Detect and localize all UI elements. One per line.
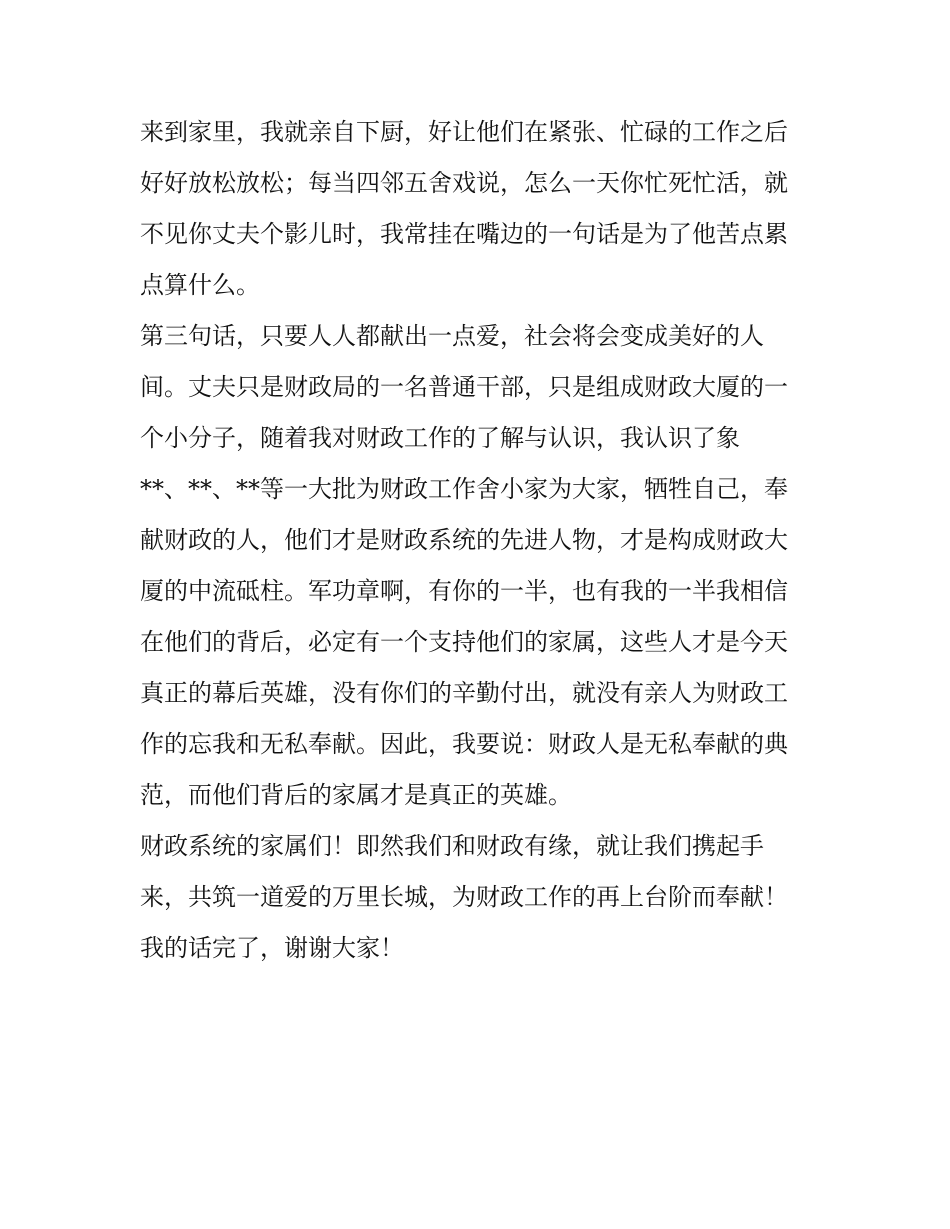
text-line: 来，共筑一道爱的万里长城，为财政工作的再上台阶而奉献！ [140,883,788,911]
body-text [140,107,820,974]
text-line: 第三句话，只要人人都献出一点爱，社会将会变成美好的人 [140,322,764,350]
text-line: 厦的中流砥柱。军功章啊，有你的一半，也有我的一半我相信 [140,577,788,605]
text-line: **、**、**等一大批为财政工作舍小家为大家，牺牲自己，奉 [140,475,788,503]
text-line: 真正的幕后英雄，没有你们的辛勤付出，就没有亲人为财政工 [140,679,788,707]
text-line: 不见你丈夫个影儿时，我常挂在嘴边的一句话是为了他苦点累 [140,220,788,248]
text-line: 范，而他们背后的家属才是真正的英雄。 [140,781,572,809]
text-line: 我的话完了，谢谢大家！ [140,934,404,962]
text-line: 间。丈夫只是财政局的一名普通干部，只是组成财政大厦的一 [140,373,788,401]
text-line: 点算什么。 [140,271,260,299]
text-line: 献财政的人，他们才是财政系统的先进人物，才是构成财政大 [140,526,788,554]
text-line: 财政系统的家属们！即然我们和财政有缘，就让我们携起手 [140,832,764,860]
text-line: 在他们的背后，必定有一个支持他们的家属，这些人才是今天 [140,628,788,656]
text-line: 来到家里，我就亲自下厨，好让他们在紧张、忙碌的工作之后 [140,118,788,146]
text-line: 好好放松放松；每当四邻五舍戏说，怎么一天你忙死忙活，就 [140,169,788,197]
text-line: 个小分子，随着我对财政工作的了解与认识，我认识了象 [140,424,740,452]
text-line: 作的忘我和无私奉献。因此，我要说：财政人是无私奉献的典 [140,730,788,758]
